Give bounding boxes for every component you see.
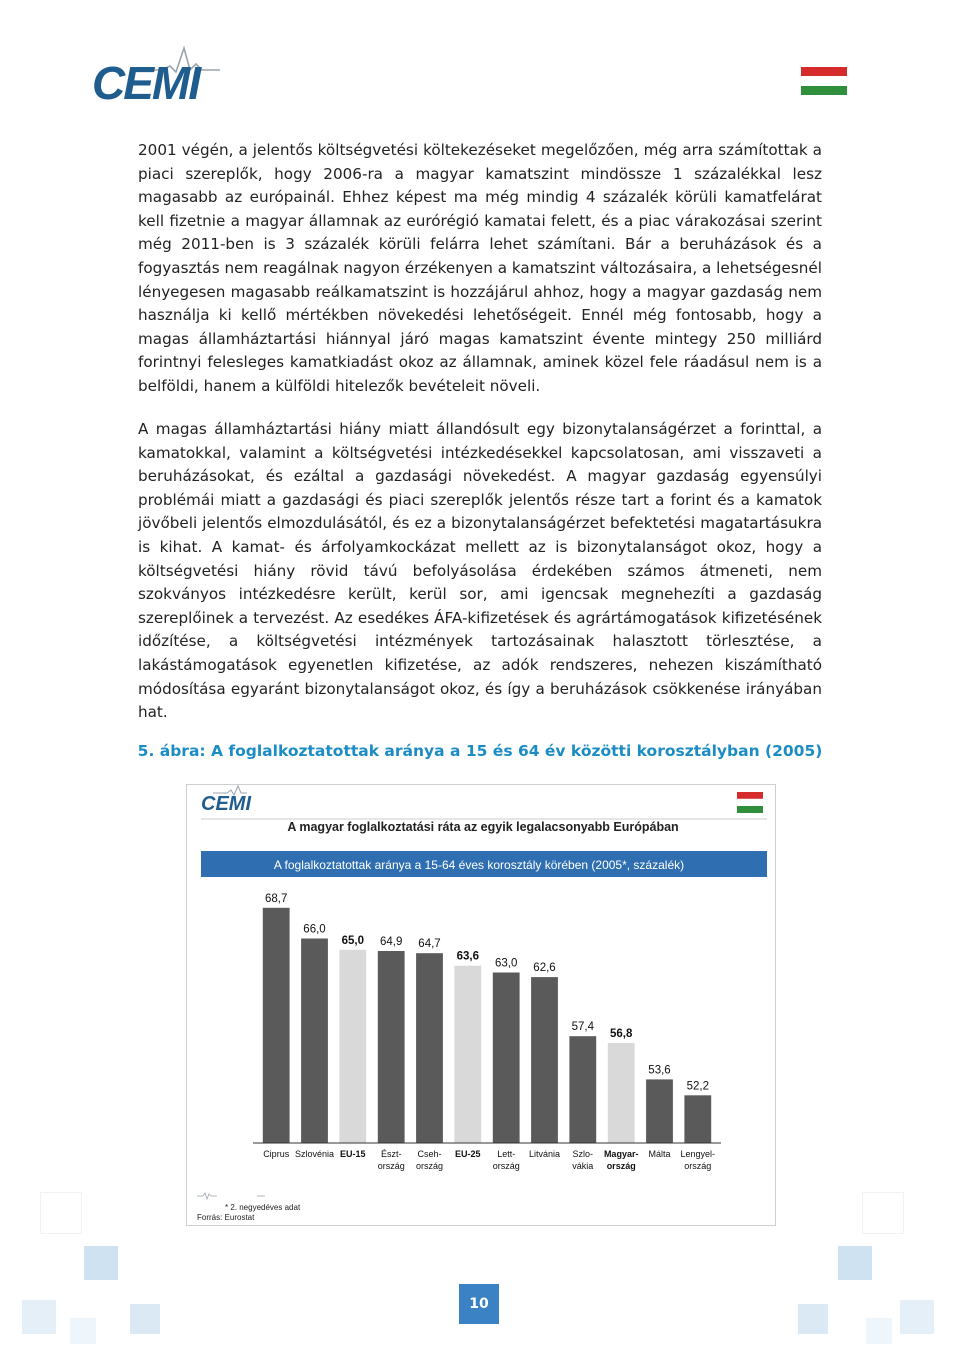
- chart-category-label: Ciprus: [263, 1149, 290, 1159]
- chart-footnote: * 2. negyedéves adat: [225, 1203, 301, 1212]
- chart-value-label: 65,0: [341, 934, 364, 947]
- employment-rate-chart: [187, 785, 777, 1227]
- chart-flag: [737, 792, 763, 813]
- chart-bar: [569, 1036, 596, 1143]
- chart-category-label: Magyar-: [603, 1149, 639, 1159]
- chart-value-label: 68,7: [265, 892, 288, 905]
- flag-stripe-red: [801, 67, 847, 76]
- decor-square: [84, 1246, 118, 1280]
- chart-bar: [493, 973, 520, 1144]
- decor-square: [900, 1300, 934, 1334]
- logo-text: CEMI: [92, 57, 199, 109]
- chart-category-label: ország: [492, 1161, 520, 1171]
- hungarian-flag: [801, 67, 847, 95]
- chart-source: Forrás: Eurostat: [197, 1213, 255, 1222]
- chart-bars: [253, 893, 721, 1171]
- chart-category-label: Lengyel-: [680, 1149, 716, 1159]
- decor-square: [70, 1318, 96, 1344]
- chart-panel: [186, 784, 776, 1226]
- chart-bar: [454, 966, 481, 1143]
- chart-bar: [263, 908, 290, 1143]
- chart-category-label: vákia: [572, 1161, 594, 1171]
- chart-subtitle: A foglalkoztatottak aránya a 15-64 éves korosztály körében (2005*, százalék): [273, 858, 685, 872]
- chart-value-label: 63,0: [495, 957, 518, 970]
- paragraph-2: A magas államháztartási hiány miatt állandósult egy bizonytalanságérzet a forinttal, a kamatokkal, valamint a költségvetési intézkedésekkel kapcsolatosan, ami visszaveti a beruházásokat, és ezáltal a gazdasági növekedést. A magyar gazdaság egyensúlyi problémái miatt a gazdasági és piaci szereplők jelentős része tart a forint és a kamatok jövőbeli jelentős elmozdulásától, és ez a bizonytalanságérzet befektetési magatartásukra is kihat. A kamat- és árfolyamkockázat mellett az is bizonytalanságot okoz, hogy a költségvetési hiány rövid távú befolyásolása érdekében számos átmeneti, nem szokványos intézkedésre került, kerül sor, ami igencsak megnehezíti a gazdaság szereplőinek a tervezést. Az esedékes ÁFA-kifizetések és agrártámogatások kifizetésének időzítése, a költségvetési intézmények tartozásainak halasztott törlesztése, a lakástámogatások egyenetlen kifizetése, az adók rendszeres, nehezen kiszámítható módosítása egyaránt bizonytalanságot okoz, és így a beruházások csökkenése irányában hat.: [138, 420, 822, 722]
- decor-square: [866, 1318, 892, 1344]
- chart-value-label: 52,2: [686, 1080, 709, 1093]
- chart-category-label: Szlo-: [572, 1149, 594, 1159]
- chart-value-label: 53,6: [648, 1064, 671, 1077]
- chart-bar: [301, 939, 328, 1144]
- decor-square: [40, 1192, 82, 1234]
- decor-square: [862, 1192, 904, 1234]
- chart-category-label: ország: [606, 1161, 636, 1171]
- chart-category-label: Észt-: [380, 1149, 402, 1159]
- chart-value-label: 63,6: [456, 950, 479, 963]
- chart-logo: [201, 786, 251, 815]
- chart-category-label: Szlovénia: [294, 1149, 335, 1159]
- cemi-logo: [92, 44, 222, 109]
- chart-bar: [416, 953, 443, 1143]
- decor-square: [22, 1300, 56, 1334]
- chart-value-label: 56,8: [610, 1028, 633, 1040]
- chart-category-label: Lett-: [497, 1149, 516, 1159]
- decor-square: [130, 1304, 160, 1334]
- chart-bar: [646, 1079, 673, 1143]
- chart-bar: [531, 977, 558, 1143]
- decor-square: [838, 1246, 872, 1280]
- chart-bar: [684, 1095, 711, 1143]
- paragraph-1: 2001 végén, a jelentős költségvetési költekezéseket megelőzően, még arra számítottak a piaci szereplők, hogy 2006-ra a magyar kamatszint mindössze 1 százalékkal lesz magasabb az európainál. Ehhez képest ma még mindig 4 százalék körüli kamatfelárat kell fizetnie a magyar államnak az eurórégió kamatai felett, és a piac várakozásai szerint még 2011-ben is 3 százalék körüli felárra lehet számítani. Bár a beruházások és a fogyasztás nem reagálnak nagyon érzékenyen a kamatszint változásaira, a lehetségesnél lényegesen magasabb reálkamatszint is hozzájárul ahhoz, hogy a magyar gazdaság nem használja ki kellő mértékben növekedési lehetőségeit. Ennél még fontosabb, hogy a magas államháztartási hiánnyal járó magas kamatszint évente mintegy 250 milliárd forintnyi felesleges kamatkiadást okoz az államnak, aminek közel fele ráadásul nem is a belföldi, hanem a külföldi hitelezők bevételeit növeli.: [138, 141, 822, 395]
- chart-category-label: EU-15: [340, 1149, 366, 1159]
- chart-category-label: EU-25: [455, 1149, 481, 1159]
- chart-value-label: 57,4: [571, 1021, 594, 1034]
- chart-value-label: 62,6: [533, 962, 556, 975]
- chart-title: A magyar foglalkoztatási ráta az egyik legalacsonyabb Európában: [287, 820, 679, 834]
- page-number-box: [459, 1284, 499, 1324]
- decor-square: [798, 1304, 828, 1334]
- chart-bar: [608, 1043, 635, 1143]
- chart-category-label: Litvánia: [528, 1149, 561, 1159]
- figure-caption: 5. ábra: A foglalkoztatottak aránya a 15 és 64 év közötti korosztályban (2005): [137, 742, 823, 760]
- chart-bar: [378, 951, 405, 1143]
- chart-bar: [339, 950, 366, 1143]
- page-number: 10: [469, 1296, 489, 1312]
- chart-category-label: Cseh-: [417, 1149, 442, 1159]
- chart-category-label: ország: [415, 1161, 444, 1171]
- chart-logo-text: CEMI: [201, 793, 251, 815]
- chart-value-label: 64,7: [418, 938, 441, 951]
- chart-category-label: ország: [684, 1161, 712, 1171]
- flag-stripe-white: [801, 76, 847, 85]
- flag-stripe-green: [801, 86, 847, 95]
- chart-category-label: Málta: [648, 1149, 671, 1159]
- chart-value-label: 64,9: [380, 936, 403, 948]
- chart-category-label: ország: [377, 1161, 405, 1171]
- chart-value-label: 66,0: [303, 923, 326, 936]
